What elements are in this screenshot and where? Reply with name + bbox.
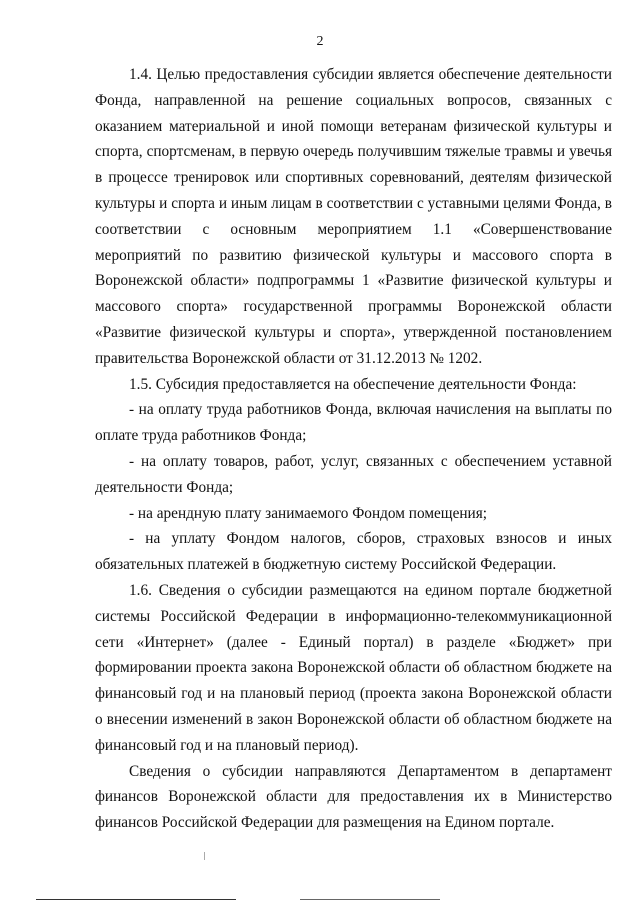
paragraph-info-transfer: Сведения о субсидии направляются Департаментом в департамент финансов Воронежской области для предоставления их в Министерство финансов Российской Федерации для размещения на Едином портале.	[95, 762, 612, 832]
list-item-goods-services: - на оплату товаров, работ, услуг, связанных с обеспечением уставной деятельности Фонда;	[95, 452, 612, 496]
paragraph-1-6: 1.6. Сведения о субсидии размещаются на едином портале бюджетной системы Российской Федерации в информационно-телекоммуникационной сети «Интернет» (далее - Единый портал) в разделе «Бюджет» при формировании проекта закона Воронежской области об областном бюджете на финансовый год и на плановый период (проекта закона Воронежской области о внесении изменений в закон Воронежской области об областном бюджете на финансовый год и на плановый период).	[95, 581, 612, 754]
list-item-taxes: - на уплату Фондом налогов, сборов, страховых взносов и иных обязательных платежей в бюджетную систему Российской Федерации.	[95, 530, 612, 574]
document-body	[95, 62, 612, 836]
list-item-rent: - на арендную плату занимаемого Фондом помещения;	[129, 504, 488, 522]
list-item-salary: - на оплату труда работников Фонда, включая начисления на выплаты по оплате труда работников Фонда;	[95, 401, 612, 445]
page-number: 2	[316, 34, 324, 49]
footer-rule	[36, 899, 236, 900]
scan-mark	[204, 852, 205, 860]
footer-rule-secondary	[300, 899, 440, 900]
paragraph-1-5: 1.5. Субсидия предоставляется на обеспечение деятельности Фонда:	[129, 375, 577, 393]
paragraph-1-4: 1.4. Целью предоставления субсидии является обеспечение деятельности Фонда, направленной на решение социальных вопросов, связанных с оказанием материальной и иной помощи ветеранам физической культуры и спорта, спортсменам, в первую очередь получившим тяжелые травмы и увечья в процессе тренировок или спортивных соревнований, деятелям физической культуры и спорта и иным лицам в соответствии с уставными целями Фонда, в соответствии с основным мероприятием 1.1 «Совершенствование мероприятий по развитию физической культуры и массового спорта в Воронежской области» подпрограммы 1 «Развитие физической культуры и массового спорта» государственной программы Воронежской области «Развитие физической культуры и спорта», утвержденной постановлением правительства Воронежской области от 31.12.2013 № 1202.	[95, 66, 612, 367]
